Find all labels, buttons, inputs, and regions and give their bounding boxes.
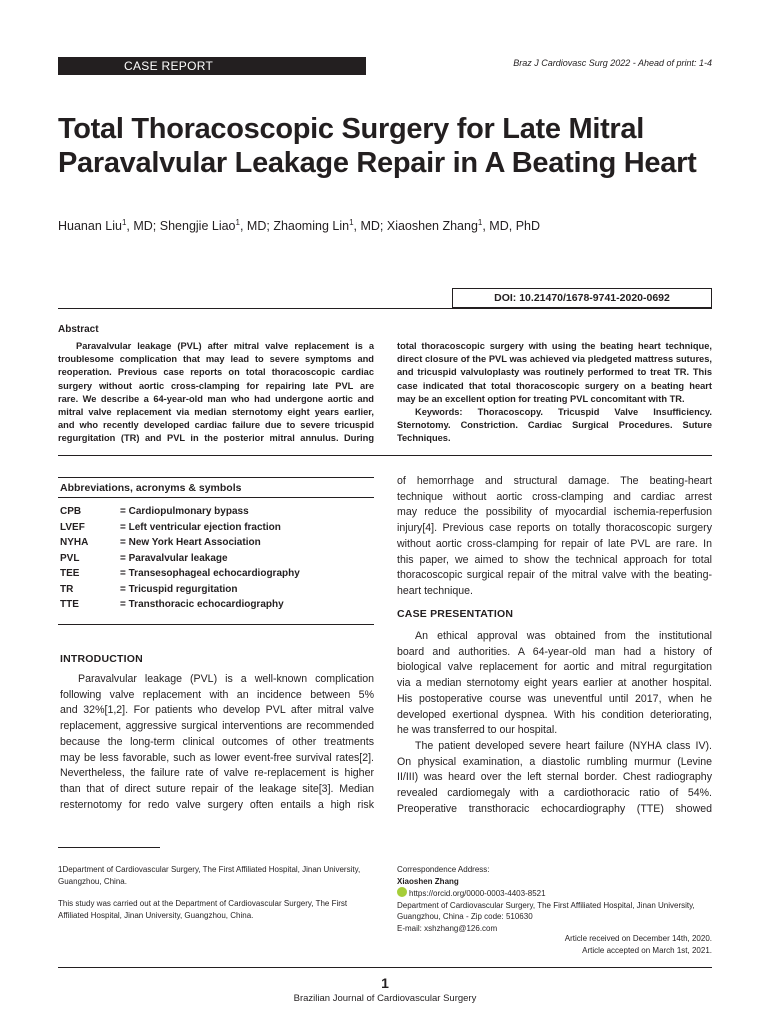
abstract-line: and who recently developed cardiac failure due to severe tricuspid xyxy=(58,420,374,431)
abstract-line: mitral valve replacement via median sternotomy eight years earlier, xyxy=(58,407,374,418)
case-presentation-heading: CASE PRESENTATION xyxy=(397,608,514,620)
divider xyxy=(58,308,712,309)
abbreviation-row xyxy=(58,597,374,613)
journal-name: Brazilian Journal of Cardiovascular Surgery xyxy=(293,993,477,1004)
text-line: developed exertional dyspnea. With his condition deteriorating, xyxy=(397,708,712,721)
text-line: His postoperative course was uneventful until 2017, when he xyxy=(397,692,712,705)
abstract-line: reoperation. Previous case reports on total thoracoscopic cardiac xyxy=(58,367,374,378)
title-line: Total Thoracoscopic Surgery for Late Mitral xyxy=(58,113,645,145)
text-line: because the long-term clinical outcomes of other treatments xyxy=(60,735,374,748)
author-affiliation: 1 xyxy=(349,218,354,227)
text-line: Preoperative transthoracic echocardiography (TTE) showed xyxy=(397,802,712,815)
abstract-line: case indicated that total thoracoscopic surgery on a beating heart xyxy=(397,380,712,391)
correspondence-label: Correspondence Address: xyxy=(397,865,490,874)
abbreviation-term: TTE xyxy=(60,599,79,610)
abbreviation-term: TEE xyxy=(60,568,80,579)
text-line: replacement, aggressive surgical interventions are recommended xyxy=(60,720,374,733)
text-line: technique without aortic cross-clamping and cardiac arrest xyxy=(397,490,712,503)
text-line: may reduce the possibility of myocardial ischemia-reperfusion xyxy=(397,506,712,519)
text-line: via a median sternotomy eight years earlier at another hospital. xyxy=(397,677,712,690)
author-suffix: , MD; xyxy=(353,219,387,234)
introduction-heading: INTRODUCTION xyxy=(60,653,143,665)
author-suffix: , MD, PhD xyxy=(482,219,541,234)
divider xyxy=(58,624,374,625)
text-line: Paravalvular leakage (PVL) is a well-known complication xyxy=(78,673,374,685)
text-line: resternotomy for redo valve surgery often entails a high risk xyxy=(60,798,374,811)
title-line: Paravalvular Leakage Repair in A Beating Heart xyxy=(58,147,697,179)
abbreviation-row xyxy=(58,520,374,536)
abbreviation-definition: = Paravalvular leakage xyxy=(120,552,228,564)
journal-info: Braz J Cardiovasc Surg 2022 - Ahead of print: 1-4 xyxy=(513,58,712,68)
author-affiliation: 1 xyxy=(235,218,240,227)
article-dates xyxy=(565,933,712,956)
author-name: Zhaoming Lin xyxy=(273,219,350,234)
abbreviation-definition: = Tricuspid regurgitation xyxy=(120,583,238,595)
abbreviation-definition: = Cardiopulmonary bypass xyxy=(120,506,249,517)
abstract-line: may be an excellent option for treating PVL concomitant with TR. xyxy=(397,393,685,404)
abbreviations-list xyxy=(58,498,374,613)
text-line: of hemorrhage and structural damage. The beating-heart xyxy=(397,475,712,487)
abbreviation-definition: = Transesophageal echocardiography xyxy=(120,568,300,579)
abstract-line: rare. We describe a 64-year-old man who had undergone aortic and xyxy=(58,393,374,404)
text-line: than that of direct suture repair of the leakage site[3]. Median xyxy=(60,782,374,795)
author-name: Huanan Liu xyxy=(58,219,122,234)
abbreviation-term: LVEF xyxy=(60,521,85,533)
author-name: Shengjie Liao xyxy=(159,219,236,234)
text-line: following valve replacement with an incidence between 5% xyxy=(60,688,374,701)
text-line: may be less favorable, such as lower event-free survival rates[2]. xyxy=(60,751,374,764)
text-line: An ethical approval was obtained from the institutional xyxy=(415,630,712,642)
email-link[interactable]: E-mail: xshzhang@126.com xyxy=(397,923,498,933)
abbreviation-term: NYHA xyxy=(60,537,89,548)
keywords-line xyxy=(397,406,712,419)
study-location-footnote: This study was carried out at the Department of Cardiovascular Surgery, The First Affiliated Hospital, Jinan University, Guangzhou, China. xyxy=(58,899,348,920)
author-list xyxy=(58,218,718,233)
abbreviation-row xyxy=(58,535,374,551)
orcid-row xyxy=(397,887,713,900)
received-date: Article received on December 14th, 2020. xyxy=(564,934,712,943)
author-affiliation: 1 xyxy=(121,218,127,227)
divider xyxy=(58,455,712,456)
text-line: The patient developed severe heart failure (NYHA class IV). xyxy=(415,739,712,752)
abstract-line: direct closure of the PVL was achieved via pledgeted mattress sutures, xyxy=(397,354,712,365)
article-title xyxy=(58,112,718,180)
page-number: 1 xyxy=(381,975,389,991)
affiliation-footnote: 1Department of Cardiovascular Surgery, The First Affiliated Hospital, Jinan University, Guangzhou, China. xyxy=(58,865,361,886)
continuation-text xyxy=(397,474,712,600)
section-tag: CASE REPORT xyxy=(58,57,366,75)
doi-link[interactable]: DOI: 10.21470/1678-9741-2020-0692 xyxy=(452,288,712,308)
text-line: heart technique. xyxy=(397,584,473,597)
abstract-line: troublesome complication that may lead to severe symptoms and xyxy=(58,354,374,365)
abbreviation-row xyxy=(58,551,374,567)
text-line: thoracoscopic surgical repair of the mitral valve with the beating- xyxy=(397,569,712,582)
abbreviations-box xyxy=(58,477,374,613)
abbreviation-definition: = Transthoracic echocardiography xyxy=(120,599,284,610)
author-name: Xiaoshen Zhang xyxy=(386,219,478,234)
department-line: Guangzhou, China - Zip code: 510630 xyxy=(397,912,533,921)
abstract-line: surgery without aortic cross-clamping for repairing late PVL are xyxy=(58,380,374,391)
text-line: injury[4]. Previous case reports on totally thoracoscopic surgery xyxy=(397,522,712,535)
footnote-divider xyxy=(58,847,160,848)
author-suffix: , MD; xyxy=(239,219,274,234)
case-presentation-text xyxy=(397,629,712,817)
text-line: without aortic cross-clamping for repair of late PVL are rare. In xyxy=(397,537,712,550)
keywords-text: Thoracoscopy. Tricuspid Valve Insufficiency. xyxy=(477,407,712,418)
abstract-left-column xyxy=(58,340,374,446)
keywords-line: Sternotomy. Constriction. Cardiac Surgical Procedures. Suture xyxy=(397,420,712,431)
abbreviation-row xyxy=(58,582,374,598)
text-line: II/III) was heard over the left sternal border. Chest radiography xyxy=(397,771,712,784)
abbreviation-term: PVL xyxy=(60,552,80,564)
abbreviations-title: Abbreviations, acronyms & symbols xyxy=(58,477,374,498)
author-suffix: , MD; xyxy=(126,219,160,234)
accepted-date: Article accepted on March 1st, 2021. xyxy=(582,945,712,955)
author-affiliation: 1 xyxy=(477,218,483,227)
text-line: Nevertheless, the failure rate of valve re-replacement is higher xyxy=(60,767,374,780)
text-line: this paper, we aimed to show the technical approach for total xyxy=(397,553,712,566)
introduction-text xyxy=(60,672,374,813)
abbreviation-term: CPB xyxy=(60,506,82,517)
text-line: he was transferred to our hospital. xyxy=(397,724,558,737)
department-line: Department of Cardiovascular Surgery, The First Affiliated Hospital, Jinan University, xyxy=(397,900,695,910)
abbreviation-definition: = Left ventricular ejection fraction xyxy=(120,521,281,533)
keywords-line: Techniques. xyxy=(397,433,451,444)
abbreviation-row xyxy=(58,504,374,520)
text-line: board and authorities. A 64-year-old man had a history of xyxy=(397,645,712,658)
keywords-label: Keywords: xyxy=(415,407,463,418)
abstract-heading: Abstract xyxy=(58,324,99,335)
text-line: On physical examination, a diastolic rumbling murmur (Levine xyxy=(397,755,712,768)
text-line: biological valve replacement for aortic and mitral regurgitation xyxy=(397,661,712,674)
text-line: and 32%[1,2]. For patients who develop PVL after mitral valve xyxy=(60,704,374,717)
orcid-icon xyxy=(397,887,407,897)
abstract-line: and tricuspid valvuloplasty was routinely performed to treat TR. This xyxy=(397,367,712,378)
abbreviation-definition: = New York Heart Association xyxy=(120,537,261,548)
abstract-right-column xyxy=(397,340,712,446)
text-line: revealed cardiomegaly with a cardiothoracic ratio of 54%. xyxy=(397,787,712,800)
abstract-line: regurgitation (TR) and PVL in the posterior mitral annulus. During xyxy=(58,433,374,444)
abstract-line: Paravalvular leakage (PVL) after mitral valve replacement is a xyxy=(76,341,374,351)
correspondence-name: Xiaoshen Zhang xyxy=(397,876,459,886)
correspondence-block xyxy=(397,864,713,934)
orcid-link[interactable]: https://orcid.org/0000-0003-4403-8521 xyxy=(409,889,546,898)
abbreviation-term: TR xyxy=(60,583,74,595)
abstract-line: total thoracoscopic surgery with using the beating heart technique, xyxy=(397,341,712,351)
footer-divider xyxy=(58,967,712,968)
abbreviation-row xyxy=(58,566,374,582)
